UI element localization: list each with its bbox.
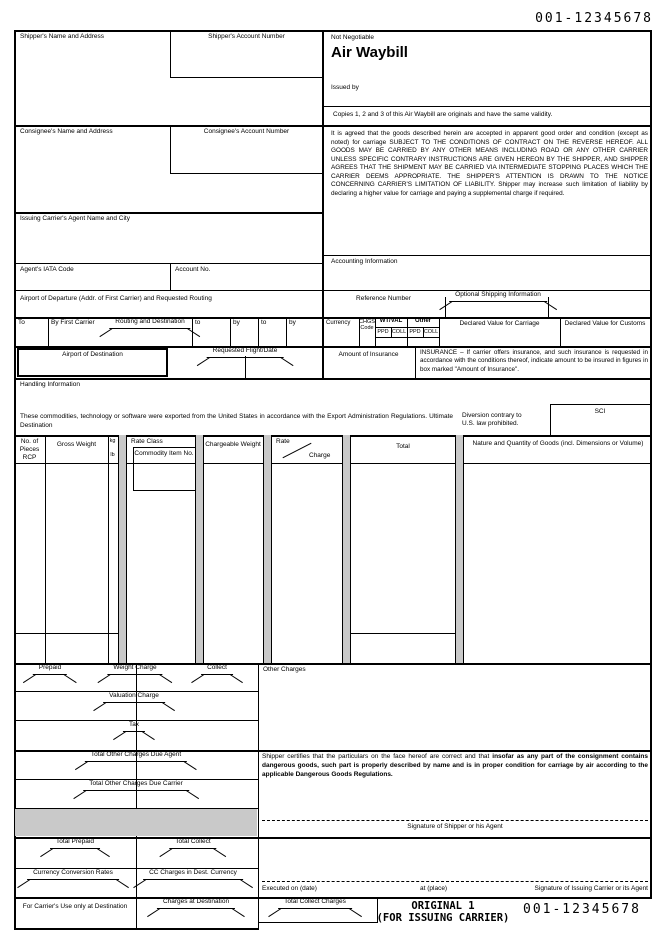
grid-line: [375, 327, 439, 328]
charge-header: Charge: [309, 452, 331, 459]
issued-by-label: Issued by: [331, 84, 359, 91]
declared-value-customs-label: Declared Value for Customs: [564, 320, 646, 327]
certification-normal-text: Shipper certifies that the particulars on the face hereof are correct and that: [262, 753, 493, 760]
grid-line: [322, 106, 652, 107]
gross-weight-header: Gross Weight: [56, 441, 97, 448]
shipper-signature-line[interactable]: [262, 820, 648, 821]
grid-line: [14, 633, 118, 634]
to-label: To: [18, 319, 25, 326]
coll-label: COLL: [391, 329, 407, 335]
grid-line: [258, 317, 259, 346]
chargeable-weight-header: Chargeable Weight: [205, 441, 261, 448]
routing-destination-banner: [109, 317, 190, 329]
charges-at-destination-label: Charges at Destination: [157, 897, 235, 909]
grid-line: [14, 928, 259, 930]
commodity-item-header: Commodity Item No.: [134, 450, 194, 457]
grid-line: [14, 435, 652, 437]
to-label: to: [261, 319, 267, 326]
shipper-account-label: Shipper's Account Number: [208, 33, 285, 40]
consignee-account-label: Consignee's Account Number: [203, 128, 290, 135]
grid-line: [415, 346, 416, 378]
total-collect-charges-banner: [278, 897, 352, 909]
grid-line: [14, 290, 652, 291]
wtval-label: WT/VAL: [379, 318, 403, 324]
tax-label: Tax: [123, 720, 145, 732]
other-charges-field[interactable]: [260, 676, 648, 746]
ppd-label: PPD: [377, 329, 389, 335]
airport-destination-label: Airport of Destination: [62, 351, 123, 358]
diversion-note: Diversion contrary to U.S. law prohibited.: [462, 412, 522, 428]
copies-note: Copies 1, 2 and 3 of this Air Waybill are originals and have the same validity.: [333, 111, 553, 118]
grid-line: [170, 173, 323, 174]
total-collect-charges-label: Total Collect Charges: [278, 897, 352, 909]
grid-line: [258, 663, 259, 928]
currency-conversion-label: Currency Conversion Rates: [27, 868, 119, 880]
shipper-certification-text: [262, 753, 648, 780]
handling-information-label: Handling Information: [20, 381, 80, 388]
currency-conversion-banner: [27, 868, 119, 880]
shipper-signature-label: Signature of Shipper or his Agent: [407, 823, 503, 830]
grid-line: [375, 337, 439, 338]
due-agent-banner: [85, 750, 187, 762]
grid-line: [245, 356, 246, 378]
grid-line: [258, 922, 378, 923]
agent-name-field[interactable]: [16, 224, 316, 260]
grid-line: [133, 447, 195, 448]
awb-number-top: 001-12345678: [535, 11, 653, 26]
cc-charges-dest-label: CC Charges in Dest. Currency: [143, 868, 243, 880]
shipper-name-label: Shipper's Name and Address: [20, 33, 104, 40]
airport-departure-label: Airport of Departure (Addr. of First Carrier) and Requested Routing: [20, 295, 212, 302]
grid-line: [14, 125, 652, 127]
rate-header: Rate: [276, 438, 290, 445]
grid-line: [322, 255, 652, 256]
due-carrier-label: Total Other Charges Due Carrier: [83, 779, 189, 791]
coll-label: COLL: [423, 329, 439, 335]
total-header: Total: [396, 443, 410, 450]
amount-insurance-label: Amount of Insurance: [338, 351, 399, 358]
form-title: Air Waybill: [331, 44, 408, 61]
optional-shipping-label: Optional Shipping Information: [449, 290, 547, 302]
by-first-carrier-label: By First Carrier: [51, 319, 95, 326]
total-collect-banner: [169, 837, 216, 849]
at-place-label: at (place): [420, 885, 448, 892]
reference-number-label: Reference Number: [356, 295, 411, 302]
grid-line: [548, 297, 549, 317]
total-prepaid-banner: [50, 837, 100, 849]
nature-quantity-header: Nature and Quantity of Goods (incl. Dimensions or Volume): [472, 440, 644, 447]
rate-class-header: Rate Class: [131, 438, 163, 445]
grid-line: [286, 317, 287, 346]
grid-line: [14, 837, 652, 839]
accounting-information-field[interactable]: [325, 268, 645, 288]
to-label: to: [195, 319, 201, 326]
prepaid-banner: [33, 663, 67, 675]
issuing-signature-label: Signature of Issuing Carrier or its Agent: [534, 885, 648, 892]
chgs-code-label: CHGS Code: [359, 319, 375, 332]
valuation-charge-label: Valuation Charge: [103, 691, 165, 703]
certification-bold-text: insofar as any part of the consignment contains dangerous goods, such part is properly described by name and is in proper condition for carriage by air according to the applicable Dangerous Goods Regulations.: [262, 753, 648, 778]
accounting-information-label: Accounting Information: [331, 258, 398, 265]
weight-charge-banner: [107, 663, 162, 675]
prepaid-label: Prepaid: [33, 663, 67, 675]
due-carrier-banner: [83, 779, 189, 791]
grid-line: [14, 263, 323, 264]
grid-line: [14, 30, 652, 32]
executed-on-label: Executed on (date): [262, 885, 317, 892]
consignee-name-label: Consignee's Name and Address: [20, 128, 113, 135]
collect-banner: [201, 663, 233, 675]
grid-line: [48, 317, 49, 346]
requested-flight-banner: [207, 346, 284, 358]
issuing-signature-line[interactable]: [262, 881, 648, 882]
grid-line: [14, 463, 652, 464]
routing-destination-label: Routing and Destination: [109, 317, 190, 329]
no-of-pieces-header: No. of Pieces RCP: [19, 438, 40, 462]
declared-value-carriage-label: Declared Value for Carriage: [459, 320, 540, 327]
valuation-charge-banner: [103, 691, 165, 703]
for-issuing-carrier-label: (FOR ISSUING CARRIER): [376, 912, 510, 924]
total-prepaid-label: Total Prepaid: [50, 837, 100, 849]
weight-charge-label: Weight Charge: [107, 663, 162, 675]
grid-line: [351, 633, 455, 634]
cc-charges-dest-banner: [143, 868, 243, 880]
lb-header: lb: [110, 452, 115, 458]
grid-line: [322, 30, 324, 378]
sci-label: SCI: [594, 408, 606, 415]
charges-at-destination-banner: [157, 897, 235, 909]
kg-header: kg: [109, 438, 116, 444]
agent-name-city-label: Issuing Carrier's Agent Name and City: [20, 215, 130, 222]
goods-table-body[interactable]: [15, 465, 645, 630]
consignee-address-field[interactable]: [16, 138, 166, 208]
grid-line: [445, 297, 446, 317]
handling-information-field[interactable]: [16, 390, 646, 404]
grid-line: [170, 77, 323, 78]
tax-banner: [123, 720, 145, 732]
original-copy-label: ORIGINAL 1: [411, 900, 475, 912]
not-negotiable-label: Not Negotiable: [331, 34, 374, 41]
due-agent-label: Total Other Charges Due Agent: [85, 750, 187, 762]
grid-line: [14, 378, 652, 380]
ppd-label: PPD: [409, 329, 421, 335]
agent-iata-code-label: Agent's IATA Code: [20, 266, 74, 273]
export-control-note: These commodities, technology or software were exported from the United States in accordance with the Export Administration Regulations. Ultimate Destination: [20, 413, 453, 430]
by-label: by: [233, 319, 240, 326]
shaded-cell: [15, 809, 257, 836]
grid-line: [136, 663, 137, 928]
grid-line: [230, 317, 231, 346]
carrier-use-label: For Carrier's Use only at Destination: [22, 903, 128, 910]
requested-flight-label: Requested Flight/Date: [207, 346, 284, 358]
awb-number-bottom: 001-12345678: [523, 902, 641, 917]
other-charges-label: Other Charges: [263, 666, 306, 673]
optional-shipping-banner: [449, 290, 547, 302]
collect-label: Collect: [201, 663, 233, 675]
by-label: by: [289, 319, 296, 326]
total-collect-label: Total Collect: [169, 837, 216, 849]
conditions-of-contract-text: It is agreed that the goods described herein are accepted in apparent good order and condition (except as noted) for carriage SUBJECT TO THE CONDITIONS OF CONTRACT ON THE REVERSE HEREOF. ALL GOODS MAY BE CARRIED BY ANY OTHER MEANS INCLUDING ROAD OR ANY OTHER CARRIER UNLESS SPECIFIC CONTRARY INSTRUCTIONS ARE GIVEN HEREON BY THE SHIPPER, AND SHIPPER AGREES THAT THE SHIPMENT MAY BE CARRIED VIA INTERMEDIATE STOPPING PLACES WHICH THE CARRIER DEEMS APPROPRIATE. THE SHIPPER'S ATTENTION IS DRAWN TO THE NOTICE CONCERNING CARRIER'S LIMITATION OF LIABILITY. Shipper may increase such limitation of liability by declaring a higher value for carriage and paying a supplemental charge if required.: [331, 130, 648, 197]
grid-line: [14, 212, 323, 214]
grid-line: [170, 263, 171, 290]
currency-label: Currency: [326, 320, 351, 326]
insurance-note: INSURANCE – If carrier offers insurance, and such insurance is requested in accordance with the conditions thereof, indicate amount to be insured in figures in box marked "Amount of Insurance".: [420, 349, 648, 373]
grid-line: [550, 404, 652, 405]
other-label: Other: [414, 318, 431, 324]
account-no-label: Account No.: [175, 266, 211, 273]
shipper-address-field[interactable]: [16, 42, 166, 120]
